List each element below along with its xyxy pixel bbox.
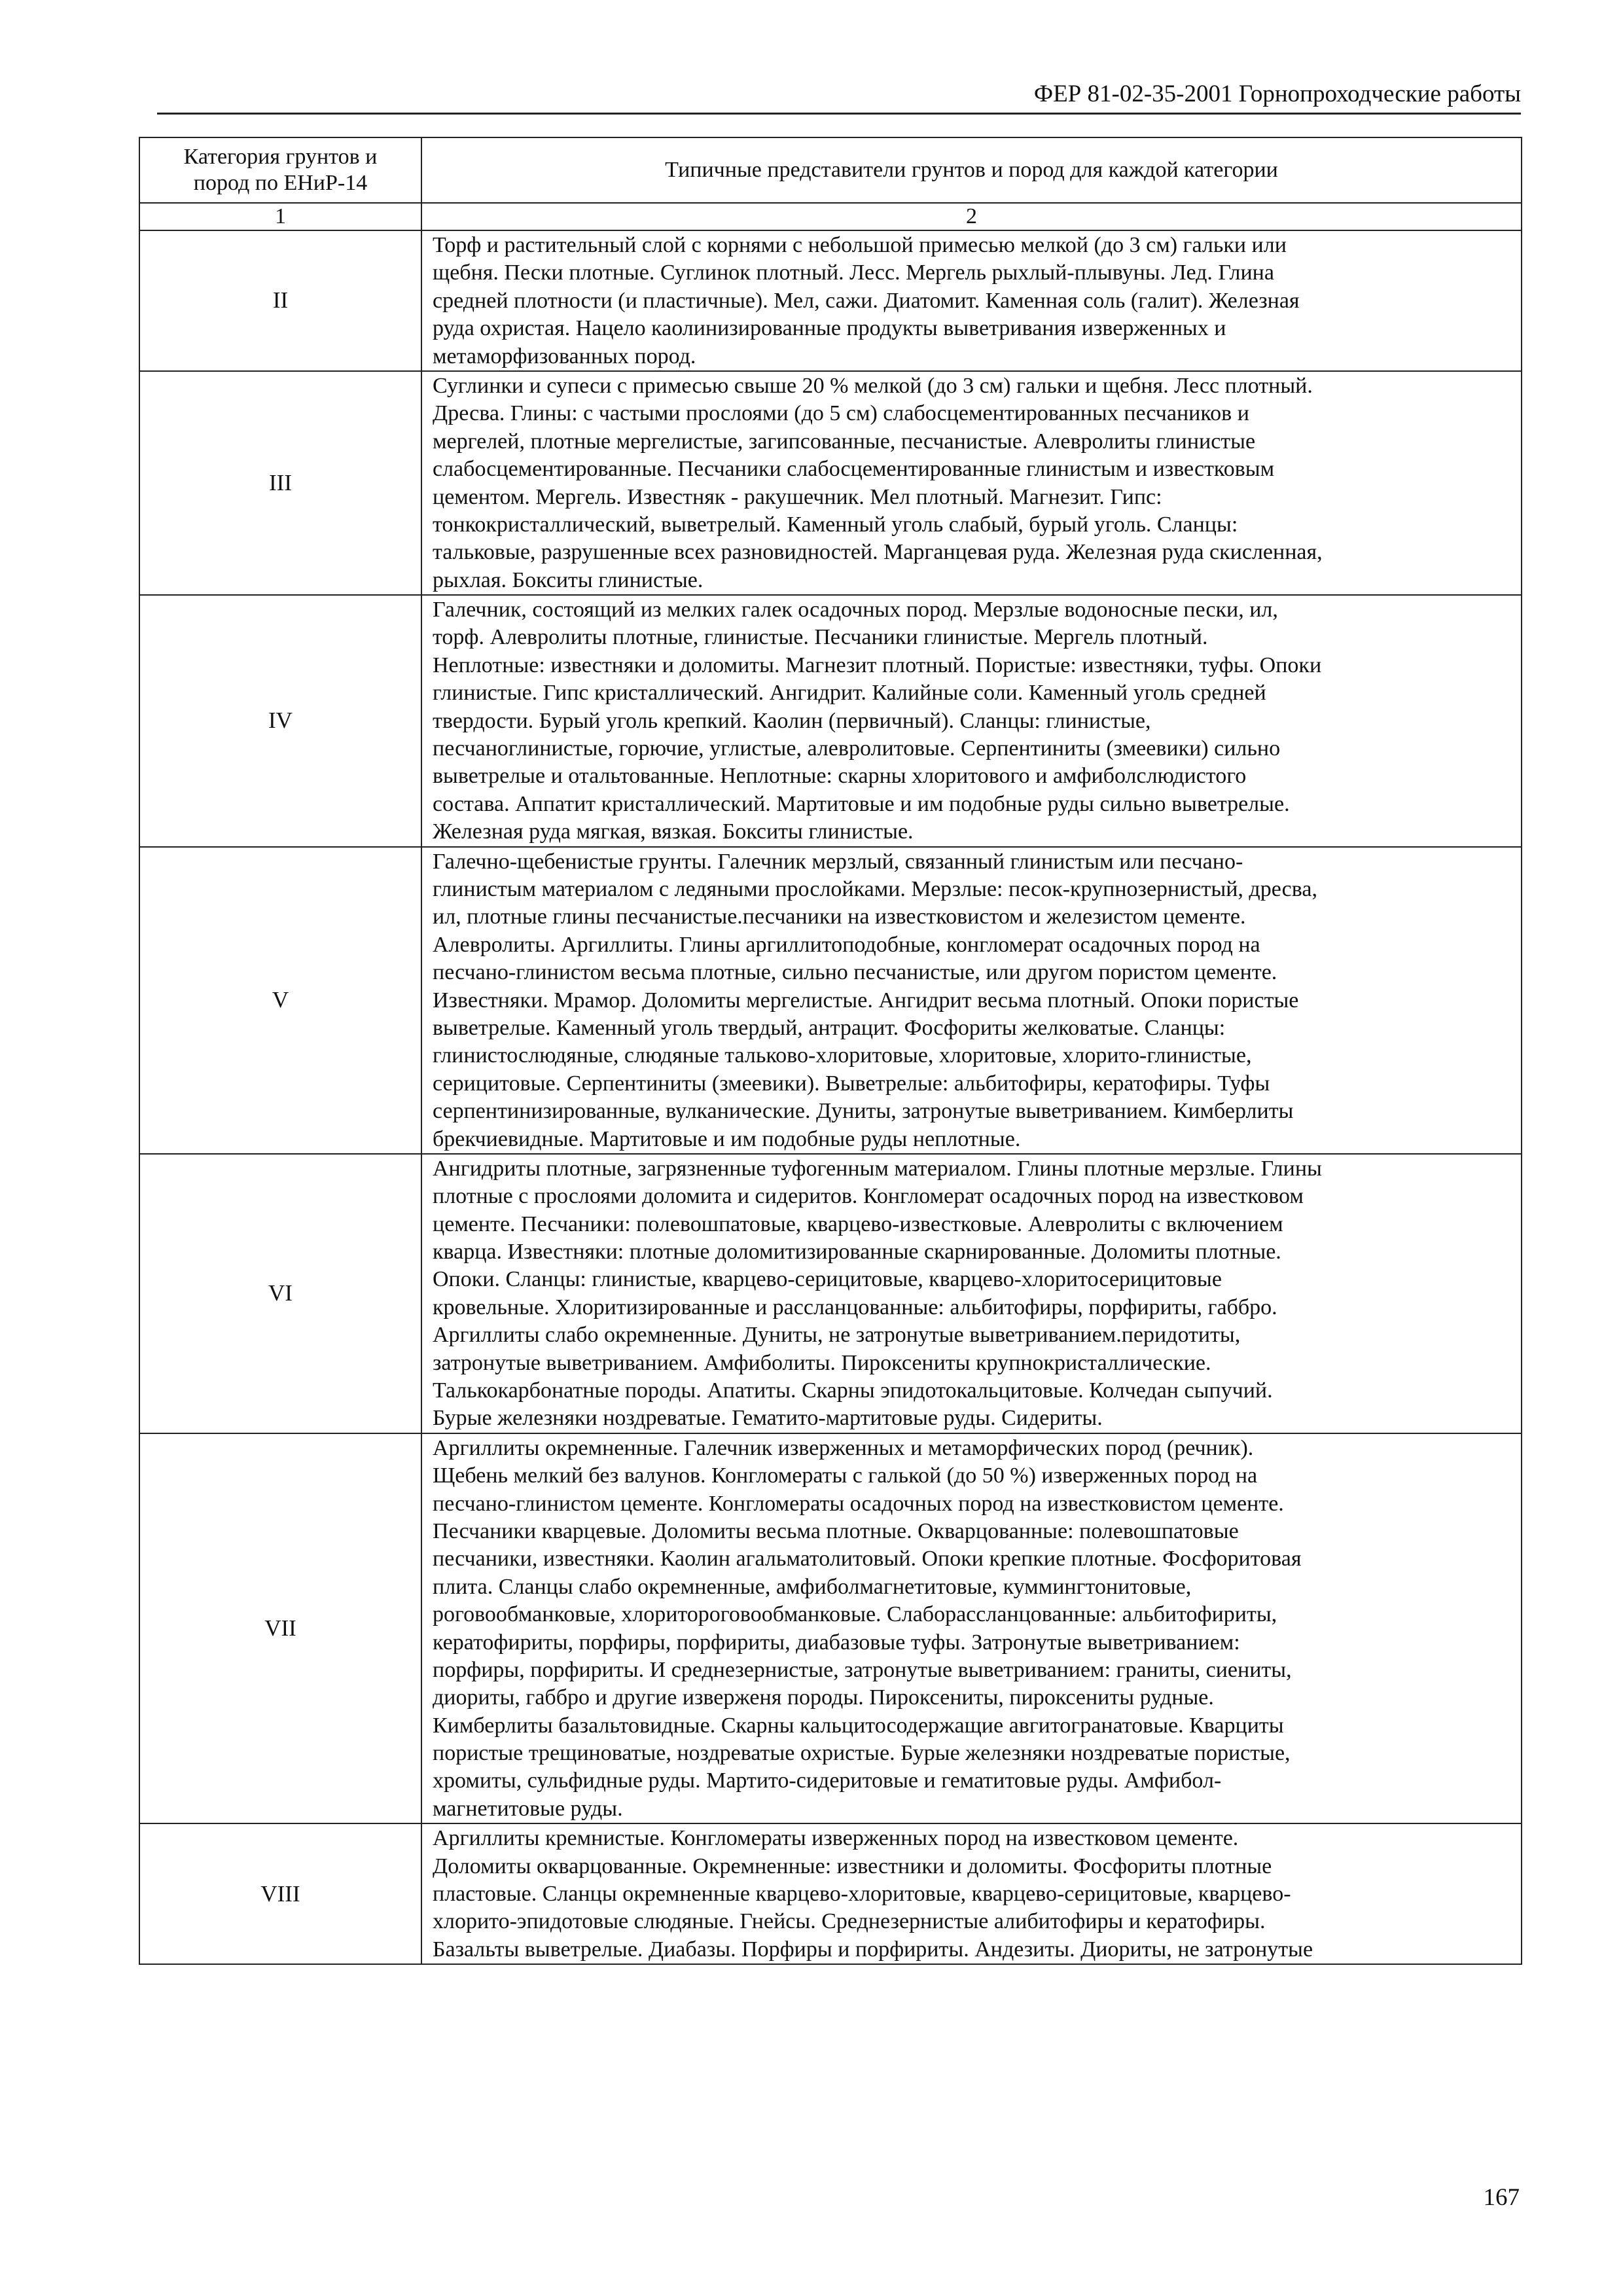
description-line: рыхлая. Бокситы глинистые. xyxy=(433,567,704,592)
description-line: песчано-глинистом цементе. Конгломераты осадочных пород на известковистом цементе. xyxy=(433,1491,1284,1516)
description-line: Кимберлиты базальтовидные. Скарны кальцитосодержащие авгитогранатовые. Кварциты xyxy=(433,1713,1284,1738)
column-number-2: 2 xyxy=(421,203,1522,230)
description-line: пластовые. Сланцы окремненные кварцево-хлоритовые, кварцево-серицитовые, кварцево- xyxy=(433,1882,1291,1907)
description-line: состава. Аппатит кристаллический. Мартитовые и им подобные руды сильно выветрелые. xyxy=(433,791,1290,816)
table-row xyxy=(139,1823,1522,1964)
table-row xyxy=(139,1154,1522,1433)
description-line: песчано-глинистом весьма плотные, сильно песчанистые, или другом пористом цементе. xyxy=(433,960,1277,985)
description-line: слабосцементированные. Песчаники слабосцементированные глинистым и известковым xyxy=(433,457,1275,482)
header-cell-representatives: Типичные представители грунтов и пород для каждой категории xyxy=(421,137,1522,203)
description-line: мергелей, плотные мергелистые, загипсованные, песчанистые. Алевролиты глинистые xyxy=(433,429,1256,454)
category-cell: IV xyxy=(139,595,421,847)
table-row xyxy=(139,595,1522,847)
table-number-row xyxy=(139,203,1522,230)
description-line: Песчаники кварцевые. Доломиты весьма плотные. Окварцованные: полевошпатовые xyxy=(433,1518,1239,1543)
description-cell xyxy=(421,595,1522,847)
description-line: глинистым материалом с ледяными прослойками. Мерзлые: песок-крупнозернистый, дресва, xyxy=(433,876,1317,901)
description-line: плотные с прослоями доломита и сидеритов. Конгломерат осадочных пород на известковом xyxy=(433,1184,1304,1209)
table-row xyxy=(139,1433,1522,1823)
description-line: плита. Сланцы слабо окремненные, амфиболмагнетитовые, куммингтонитовые, xyxy=(433,1574,1192,1599)
description-line: Галечник, состоящий из мелких галек осадочных пород. Мерзлые водоносные пески, ил, xyxy=(433,598,1278,622)
description-line: хромиты, сульфидные руды. Мартито-сидеритовые и гематитовые руды. Амфибол- xyxy=(433,1768,1222,1793)
description-line: Аргиллиты слабо окремненные. Дуниты, не затронутые выветриванием.перидотиты, xyxy=(433,1323,1241,1348)
table-body xyxy=(139,230,1522,1964)
description-line: Торф и растительный слой с корнями с небольшой примесью мелкой (до 3 см) гальки или xyxy=(433,233,1287,257)
description-line: Аргиллиты окремненные. Галечник изверженных и метаморфических пород (речник). xyxy=(433,1435,1254,1460)
description-line: Доломиты окварцованные. Окремненные: известники и доломиты. Фосфориты плотные xyxy=(433,1854,1272,1878)
description-line: Аргиллиты кремнистые. Конгломераты изверженных пород на известковом цементе. xyxy=(433,1826,1239,1851)
header-line: Категория грунтов и xyxy=(183,145,378,169)
description-line: кровельные. Хлоритизированные и рассланцованные: альбитофиры, порфириты, габбро. xyxy=(433,1295,1277,1319)
description-line: Известняки. Мрамор. Доломиты мергелистые. Ангидрит весьма плотный. Опоки пористые xyxy=(433,988,1299,1013)
description-line: цементе. Песчаники: полевошпатовые, кварцево-известковые. Алевролиты с включением xyxy=(433,1211,1283,1236)
category-cell: V xyxy=(139,847,421,1154)
description-line: кварца. Известняки: плотные доломитизированные скарнированные. Доломиты плотные. xyxy=(433,1240,1281,1265)
description-cell xyxy=(421,371,1522,595)
description-line: песчаники, известняки. Каолин агальматолитовый. Опоки крепкие плотные. Фосфоритовая xyxy=(433,1547,1302,1571)
description-line: Талькокарбонатные породы. Апатиты. Скарны эпидотокальцитовые. Колчедан сыпучий. xyxy=(433,1378,1273,1403)
table-row xyxy=(139,847,1522,1154)
category-cell: II xyxy=(139,230,421,371)
description-line: метаморфизованных пород. xyxy=(433,344,696,368)
soil-category-table xyxy=(139,137,1522,1965)
description-line: ил, плотные глины песчанистые.песчаники на известковистом и железистом цементе. xyxy=(433,905,1246,929)
description-line: серицитовые. Серпентиниты (змеевики). Выветрелые: альбитофиры, кератофиры. Туфы xyxy=(433,1071,1270,1096)
description-line: Галечно-щебенистые грунты. Галечник мерзлый, связанный глинистым или песчано- xyxy=(433,849,1243,874)
description-line: тонкокристаллический, выветрелый. Каменный уголь слабый, бурый уголь. Сланцы: xyxy=(433,512,1238,537)
description-line: цементом. Мергель. Известняк - ракушечник. Мел плотный. Магнезит. Гипс: xyxy=(433,484,1162,509)
description-cell xyxy=(421,1154,1522,1433)
description-line: затронутые выветриванием. Амфиболиты. Пироксениты крупнокристаллические. xyxy=(433,1350,1211,1375)
category-cell: VII xyxy=(139,1433,421,1823)
description-line: Щебень мелкий без валунов. Конгломераты с галькой (до 50 %) изверженных пород на xyxy=(433,1463,1258,1488)
description-cell xyxy=(421,230,1522,371)
category-cell: VI xyxy=(139,1154,421,1433)
category-cell: VIII xyxy=(139,1823,421,1964)
running-header xyxy=(157,73,1521,115)
column-number-1: 1 xyxy=(139,203,421,230)
description-line: твердости. Бурый уголь крепкий. Каолин (первичный). Сланцы: глинистые, xyxy=(433,708,1151,733)
category-cell: III xyxy=(139,371,421,595)
description-line: роговообманковые, хлоритороговообманковые. Слаборассланцованные: альбитофириты, xyxy=(433,1602,1277,1627)
description-line: песчаноглинистые, горючие, углистые, алевролитовые. Серпентиниты (змеевики) сильно xyxy=(433,736,1281,761)
running-header-title: ФЕР 81-02-35-2001 Горнопроходческие работы xyxy=(1033,81,1521,107)
description-line: глинистослюдяные, слюдяные тальково-хлоритовые, хлоритовые, хлорито-глинистые, xyxy=(433,1043,1252,1068)
description-line: торф. Алевролиты плотные, глинистые. Песчаники глинистые. Мергель плотный. xyxy=(433,625,1208,650)
description-line: диориты, габбро и другие изверженя породы. Пироксениты, пироксениты рудные. xyxy=(433,1685,1214,1710)
description-cell xyxy=(421,847,1522,1154)
description-line: выветрелые. Каменный уголь твердый, антрацит. Фосфориты желковатые. Сланцы: xyxy=(433,1015,1226,1040)
description-line: руда охристая. Нацело каолинизированные продукты выветривания изверженных и xyxy=(433,316,1226,341)
description-line: хлорито-эпидотовые слюдяные. Гнейсы. Среднезернистые алибитофиры и кератофиры. xyxy=(433,1909,1266,1934)
description-line: Неплотные: известняки и доломиты. Магнезит плотный. Пористые: известняки, туфы. Опоки xyxy=(433,653,1322,677)
description-line: щебня. Пески плотные. Суглинок плотный. Лесс. Мергель рыхлый-плывуны. Лед. Глина xyxy=(433,260,1274,285)
description-line: Дресва. Глины: с частыми прослоями (до 5 см) слабосцементированных песчаников и xyxy=(433,401,1249,426)
description-line: выветрелые и отальтованные. Неплотные: скарны хлоритового и амфиболслюдистого xyxy=(433,764,1247,789)
description-line: Базальты выветрелые. Диабазы. Порфиры и порфириты. Андезиты. Диориты, не затронутые xyxy=(433,1937,1313,1962)
description-line: серпентинизированные, вулканические. Дуниты, затронутые выветриванием. Кимберлиты xyxy=(433,1099,1294,1124)
page-number: 167 xyxy=(1483,2184,1520,2211)
description-line: Железная руда мягкая, вязкая. Бокситы глинистые. xyxy=(433,819,914,844)
table-row xyxy=(139,371,1522,595)
header-line: пород по ЕНиР-14 xyxy=(193,171,368,195)
description-line: Бурые железняки ноздреватые. Гематито-мартитовые руды. Сидериты. xyxy=(433,1406,1103,1431)
description-line: Ангидриты плотные, загрязненные туфогенным материалом. Глины плотные мерзлые. Глины xyxy=(433,1156,1322,1181)
description-cell xyxy=(421,1823,1522,1964)
description-line: кератофириты, порфиры, порфириты, диабазовые туфы. Затронутые выветриванием: xyxy=(433,1630,1240,1655)
header-cell-category xyxy=(139,137,421,203)
description-line: пористые трещиноватые, ноздреватые охристые. Бурые железняки ноздреватые пористые, xyxy=(433,1741,1291,1766)
description-line: глинистые. Гипс кристаллический. Ангидрит. Калийные соли. Каменный уголь средней xyxy=(433,681,1266,706)
description-line: магнетитовые руды. xyxy=(433,1796,623,1821)
description-line: порфиры, порфириты. И среднезернистые, затронутые выветриванием: граниты, сиениты, xyxy=(433,1657,1292,1682)
description-line: тальковые, разрушенные всех разновидностей. Марганцевая руда. Железная руда скисленная, xyxy=(433,540,1323,565)
description-cell xyxy=(421,1433,1522,1823)
table-row xyxy=(139,230,1522,371)
description-line: Алевролиты. Аргиллиты. Глины аргиллитоподобные, конгломерат осадочных пород на xyxy=(433,932,1260,957)
description-line: Суглинки и супеси с примесью свыше 20 % мелкой (до 3 см) гальки и щебня. Лесс плотный. xyxy=(433,373,1313,398)
description-line: Опоки. Сланцы: глинистые, кварцево-серицитовые, кварцево-хлоритосерицитовые xyxy=(433,1267,1222,1292)
table-header-row xyxy=(139,137,1522,203)
description-line: брекчиевидные. Мартитовые и им подобные руды неплотные. xyxy=(433,1126,1021,1151)
description-line: средней плотности (и пластичные). Мел, сажи. Диатомит. Каменная соль (галит). Железная xyxy=(433,288,1300,313)
